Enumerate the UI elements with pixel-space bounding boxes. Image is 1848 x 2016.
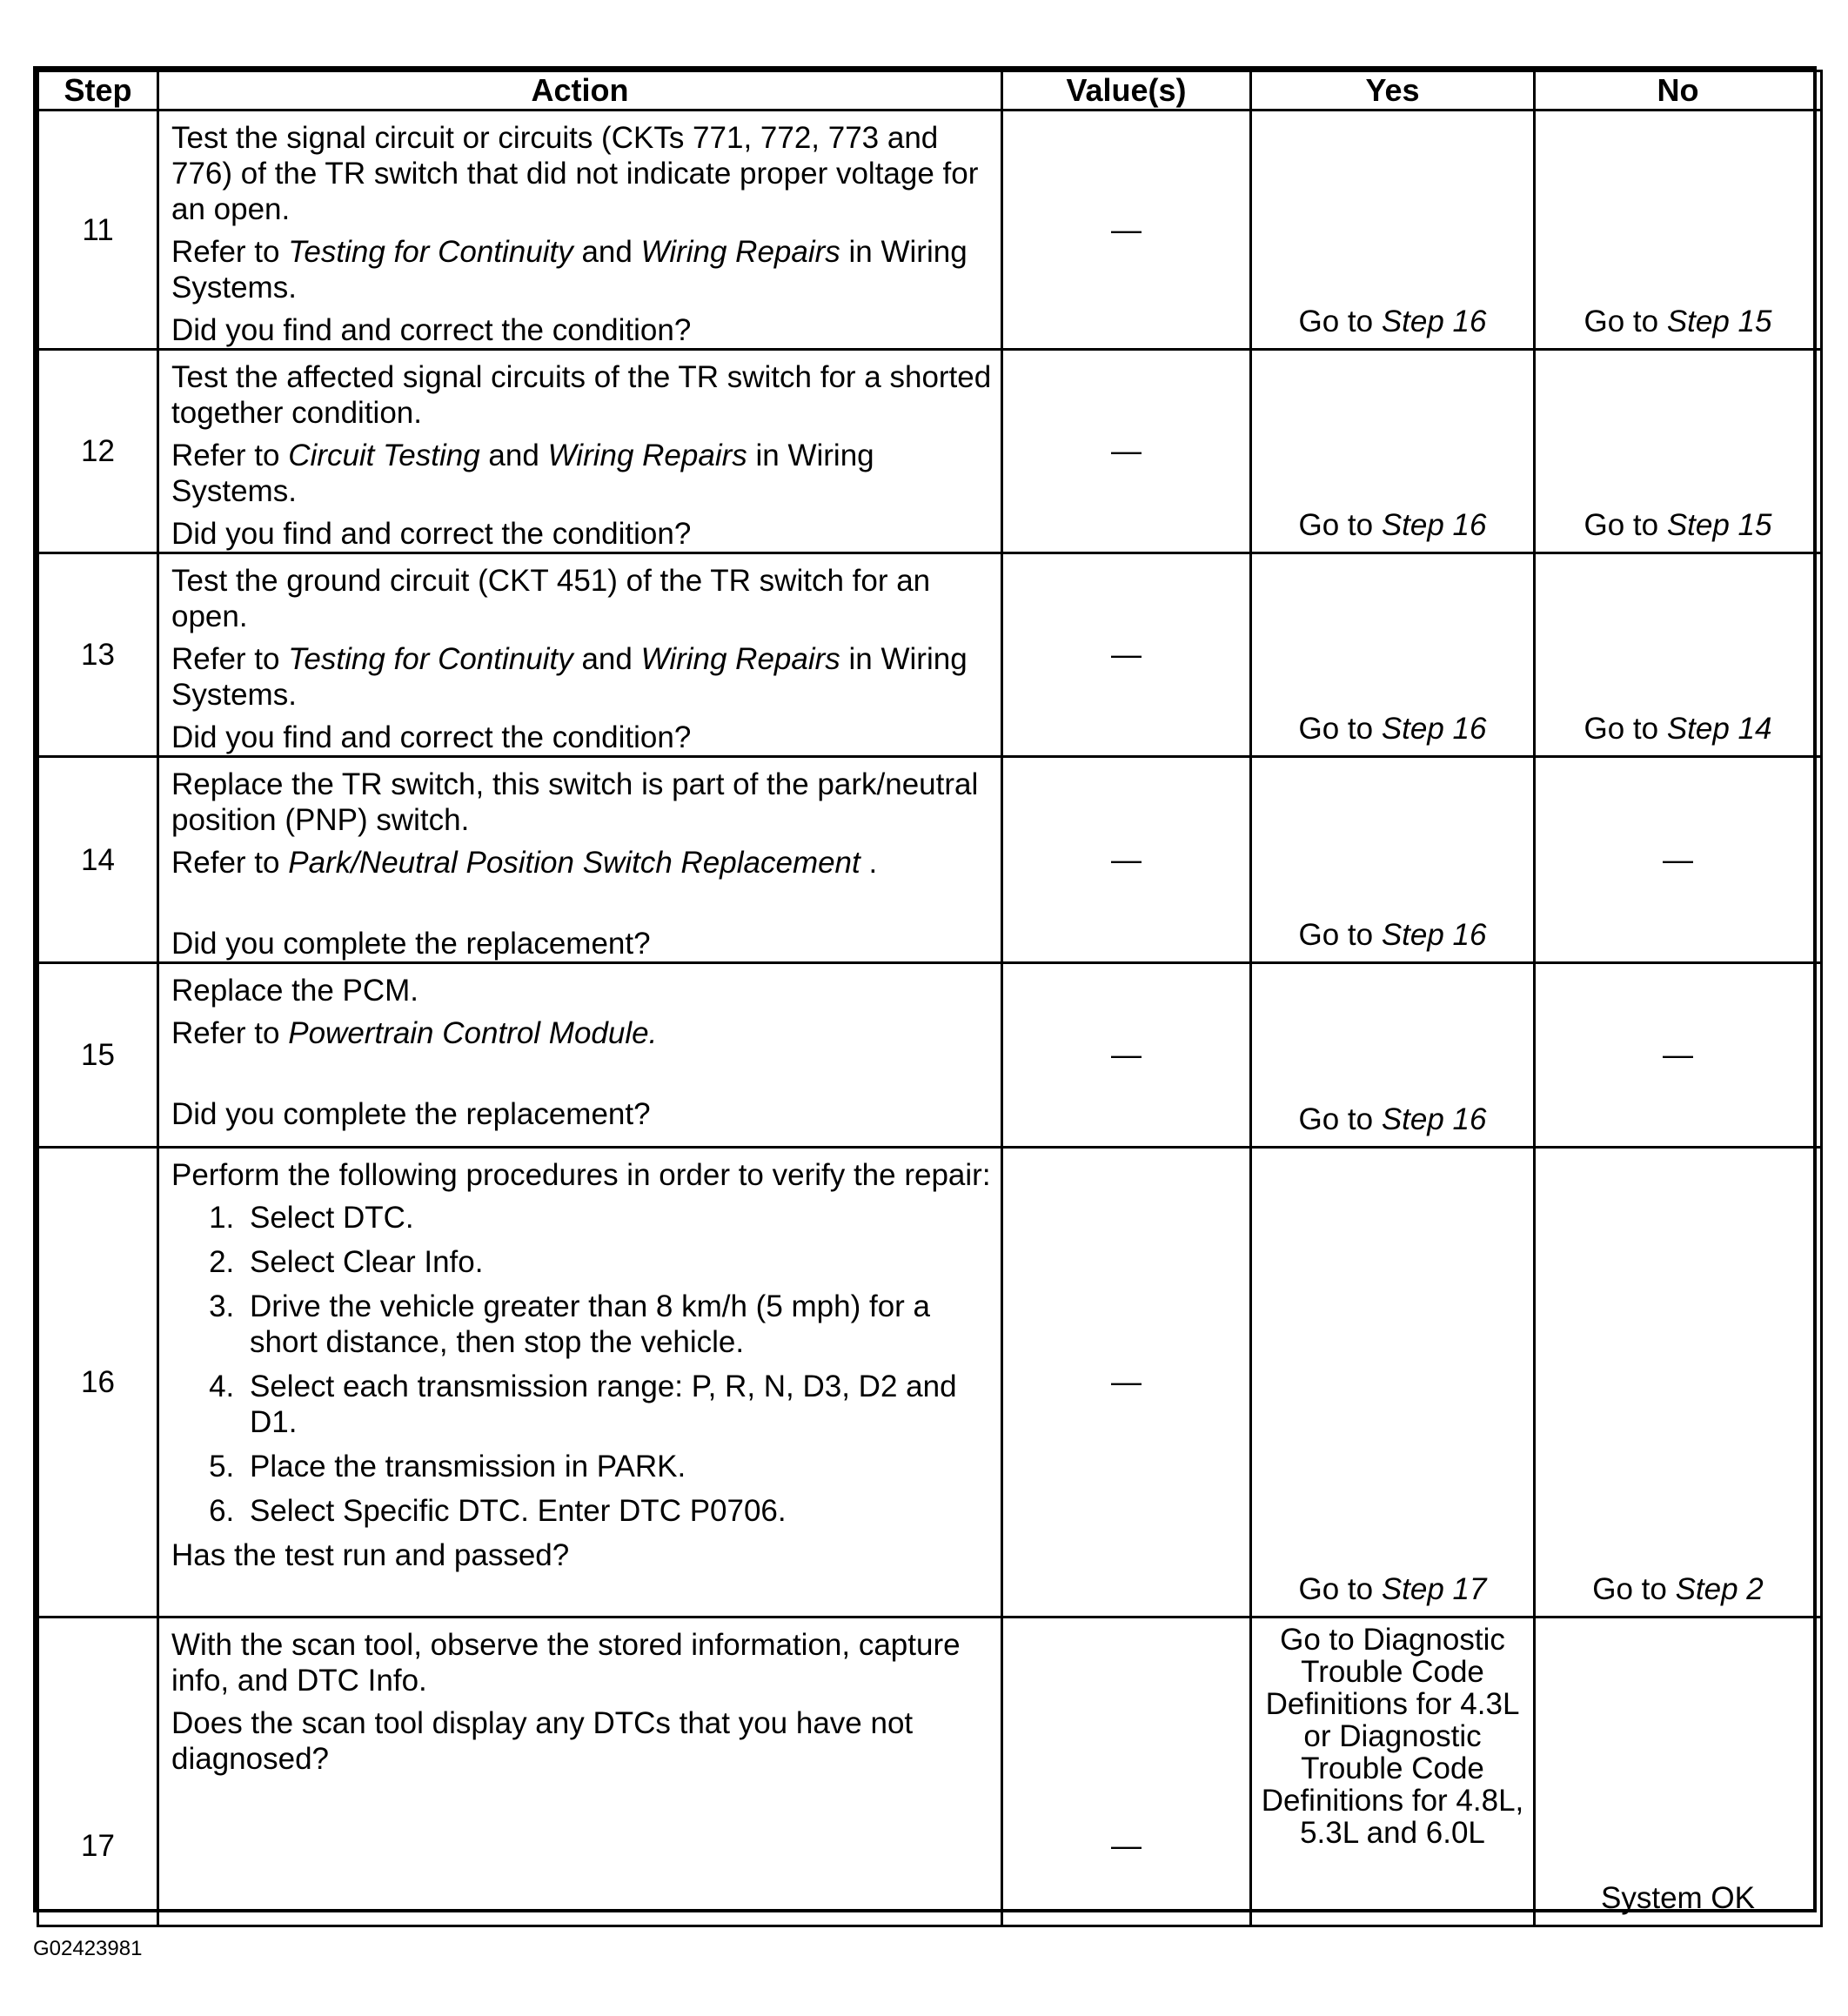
step-number: 14 [38, 757, 158, 963]
list-item: 5. Place the transmission in PARK. [243, 1449, 994, 1484]
action-reference: Refer to Powertrain Control Module. [171, 1016, 658, 1050]
no-cell: Go to Step 15 [1535, 350, 1822, 553]
no-cell: Go to Step 14 [1535, 553, 1822, 757]
figure-id: G02423981 [33, 1937, 143, 1960]
header-action: Action [158, 71, 1002, 111]
step-number: 16 [38, 1148, 158, 1617]
value-cell: — [1002, 1617, 1251, 1926]
action-instruction: Test the affected signal circuits of the TR switch for a shorted together condition. [171, 360, 992, 430]
list-item: 3. Drive the vehicle greater than 8 km/h (5 mph) for a short distance, then stop the vehicle. [243, 1289, 994, 1360]
action-question: Does the scan tool display any DTCs that you have not diagnosed? [171, 1706, 914, 1776]
reference-link: Testing for Continuity [288, 642, 573, 676]
procedure-list [171, 1200, 994, 1529]
step-number: 11 [38, 111, 158, 350]
reference-link: Powertrain Control Module. [288, 1016, 658, 1050]
header-yes: Yes [1251, 71, 1535, 111]
action-reference: Refer to Park/Neutral Position Switch Replacement . [171, 846, 878, 880]
diagnostic-table-frame [33, 66, 1817, 1915]
no-cell: System OK [1535, 1617, 1822, 1926]
action-reference: Refer to Testing for Continuity and Wiring Repairs in Wiring Systems. [171, 235, 968, 305]
step-link: Step 2 [1675, 1572, 1764, 1606]
step-link: Step 16 [1381, 508, 1487, 542]
yes-cell: Go to Step 16 [1251, 350, 1535, 553]
step-link: Step 15 [1666, 305, 1772, 338]
table-row-step-17 [38, 1617, 1822, 1926]
step-link: Step 17 [1381, 1572, 1487, 1606]
value-cell: — [1002, 963, 1251, 1148]
action-cell [158, 1148, 1002, 1617]
action-question: Did you find and correct the condition? [171, 720, 692, 754]
table-row-step-12 [38, 350, 1822, 553]
yes-cell: Go to Step 17 [1251, 1148, 1535, 1617]
action-instruction: With the scan tool, observe the stored information, capture info, and DTC Info. [171, 1628, 961, 1698]
action-cell [158, 553, 1002, 757]
list-item: 1. Select DTC. [243, 1200, 994, 1236]
yes-cell: Go to Step 16 [1251, 963, 1535, 1148]
step-number: 12 [38, 350, 158, 553]
action-question: Has the test run and passed? [171, 1538, 570, 1572]
value-cell: — [1002, 111, 1251, 350]
no-cell: — [1535, 757, 1822, 963]
step-link: Step 15 [1666, 508, 1772, 542]
action-instruction: Replace the TR switch, this switch is part of the park/neutral position (PNP) switch. [171, 767, 979, 837]
no-cell: Go to Step 2 [1535, 1148, 1822, 1617]
step-number: 15 [38, 963, 158, 1148]
value-cell: — [1002, 553, 1251, 757]
no-cell: Go to Step 15 [1535, 111, 1822, 350]
table-row-step-15 [38, 963, 1822, 1148]
table-row-step-13 [38, 553, 1822, 757]
step-link: Step 16 [1381, 305, 1487, 338]
reference-link: Circuit Testing [288, 439, 480, 472]
value-cell: — [1002, 1148, 1251, 1617]
reference-link: Testing for Continuity [288, 235, 573, 269]
yes-cell: Go to Step 16 [1251, 111, 1535, 350]
action-question: Did you find and correct the condition? [171, 313, 692, 347]
step-link: Step 16 [1381, 1102, 1487, 1136]
no-cell: — [1535, 963, 1822, 1148]
value-cell: — [1002, 757, 1251, 963]
header-values: Value(s) [1002, 71, 1251, 111]
step-link: Step 16 [1381, 918, 1487, 952]
reference-link: Wiring Repairs [640, 235, 840, 269]
table-header-row [38, 71, 1822, 111]
yes-cell: Go to Step 16 [1251, 757, 1535, 963]
step-link: Step 14 [1666, 712, 1772, 746]
action-cell [158, 111, 1002, 350]
action-instruction: Perform the following procedures in order to verify the repair: [171, 1158, 991, 1192]
list-item: 4. Select each transmission range: P, R, N, D3, D2 and D1. [243, 1369, 994, 1440]
list-item: 6. Select Specific DTC. Enter DTC P0706. [243, 1493, 994, 1529]
action-cell [158, 963, 1002, 1148]
action-cell [158, 757, 1002, 963]
action-reference: Refer to Testing for Continuity and Wiring Repairs in Wiring Systems. [171, 642, 968, 712]
reference-link: Wiring Repairs [547, 439, 747, 472]
action-cell [158, 1617, 1002, 1926]
reference-link: Park/Neutral Position Switch Replacement [288, 846, 860, 880]
table-row-step-16 [38, 1148, 1822, 1617]
action-cell [158, 350, 1002, 553]
header-no: No [1535, 71, 1822, 111]
value-cell: — [1002, 350, 1251, 553]
step-link: Step 16 [1381, 712, 1487, 746]
action-instruction: Replace the PCM. [171, 974, 419, 1008]
yes-cell: Go to Diagnostic Trouble Code Definitions for 4.3L or Diagnostic Trouble Code Definitions for 4.8L, 5.3L and 6.0L [1251, 1617, 1535, 1926]
table-row-step-14 [38, 757, 1822, 963]
reference-link: Wiring Repairs [640, 642, 840, 676]
step-number: 17 [38, 1617, 158, 1926]
action-question: Did you find and correct the condition? [171, 517, 692, 551]
action-reference: Refer to Circuit Testing and Wiring Repairs in Wiring Systems. [171, 439, 874, 508]
list-item: 2. Select Clear Info. [243, 1244, 994, 1280]
yes-cell: Go to Step 16 [1251, 553, 1535, 757]
action-instruction: Test the signal circuit or circuits (CKTs 771, 772, 773 and 776) of the TR switch that did not indicate proper voltage for an open. [171, 121, 979, 226]
action-instruction: Test the ground circuit (CKT 451) of the TR switch for an open. [171, 564, 931, 633]
action-question: Did you complete the replacement? [171, 927, 651, 961]
diagnostic-table [37, 70, 1823, 1927]
step-number: 13 [38, 553, 158, 757]
action-question: Did you complete the replacement? [171, 1097, 651, 1131]
header-step: Step [38, 71, 158, 111]
table-row-step-11 [38, 111, 1822, 350]
